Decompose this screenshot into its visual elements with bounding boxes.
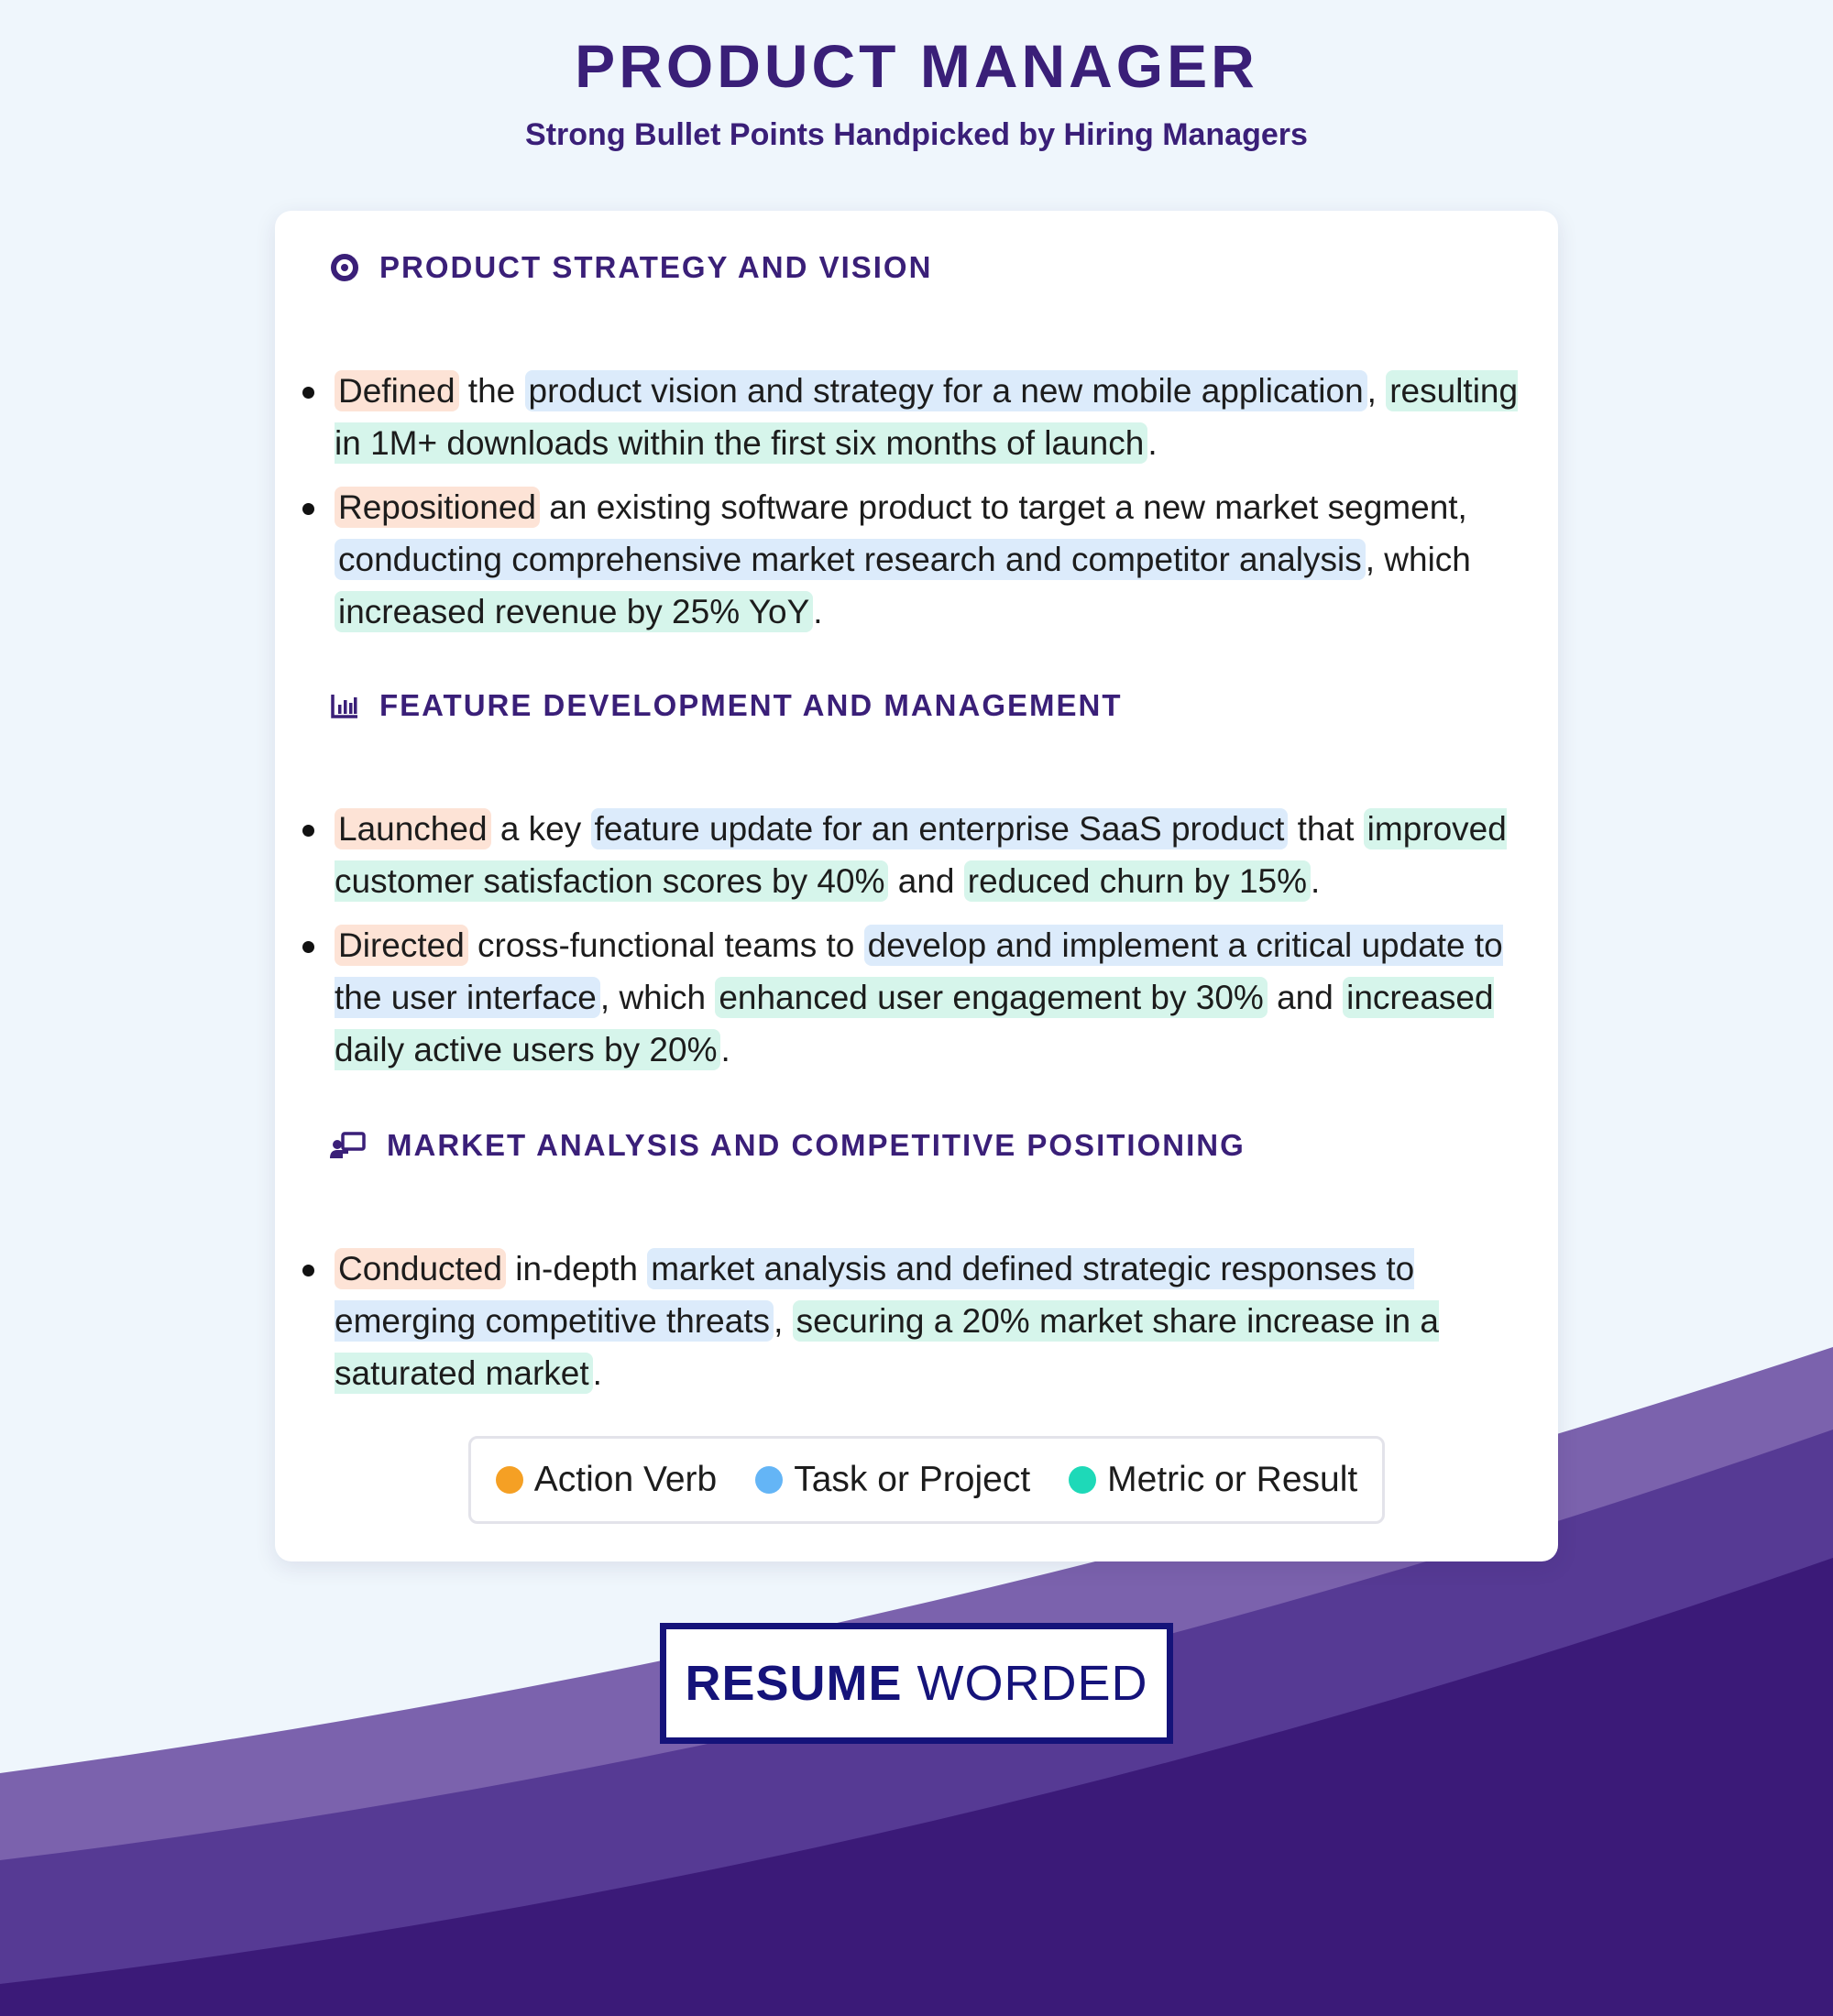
bullet-list <box>275 365 1558 650</box>
bullet-text: . <box>813 593 823 630</box>
highlight-legend <box>468 1436 1385 1524</box>
bullet-text: in-depth <box>505 1250 648 1287</box>
metric-highlight: increased revenue by 25% YoY <box>335 591 813 632</box>
task-highlight: product vision and strategy for a new mobile application <box>525 370 1367 411</box>
task-highlight: market analysis and defined strategic responses to emerging competitive threats <box>335 1250 1415 1340</box>
metric-highlight: securing a 20% market share increase in a saturated market <box>335 1302 1439 1392</box>
bullet-text: an existing software product to target a new market segment, <box>539 488 1467 526</box>
bullet-points-card <box>275 211 1558 1561</box>
bullet-text: the <box>458 372 525 410</box>
section-header <box>330 687 1123 724</box>
bullet-text: and <box>1267 979 1344 1016</box>
bullet-point <box>275 919 1558 1076</box>
bullet-text: cross-functional teams to <box>467 926 864 964</box>
action-verb-highlight: Repositioned <box>335 487 540 528</box>
metric-highlight: reduced churn by 15% <box>964 860 1311 902</box>
legend-dot <box>496 1466 523 1494</box>
logo-bold-text: RESUME <box>685 1656 903 1711</box>
legend-label: Action Verb <box>533 1460 718 1499</box>
legend-dot <box>1069 1466 1096 1494</box>
metric-highlight: enhanced user engagement by 30% <box>715 977 1268 1018</box>
bullet-text: . <box>1147 424 1158 462</box>
action-verb-highlight: Defined <box>335 370 459 411</box>
bullet-text: , <box>1367 372 1387 410</box>
bullet-text: . <box>720 1031 730 1068</box>
presentation-icon <box>330 1131 367 1160</box>
page-title: PRODUCT MANAGER <box>575 32 1258 100</box>
bullet-text: , which <box>599 979 716 1016</box>
metric-highlight: resulting in 1M+ downloads within the first six months of launch <box>335 372 1519 462</box>
legend-label: Metric or Result <box>1107 1460 1358 1499</box>
legend-item-task-or-project <box>755 1460 1030 1500</box>
bullet-point <box>275 803 1558 907</box>
metric-highlight: increased daily active users by 20% <box>335 979 1494 1068</box>
task-highlight: feature update for an enterprise SaaS product <box>591 808 1289 849</box>
bullet-text: . <box>1311 862 1321 900</box>
task-highlight: conducting comprehensive market research and competitor analysis <box>335 539 1366 580</box>
bullet-list <box>275 803 1558 1088</box>
bullet-text: , which <box>1365 541 1471 578</box>
task-highlight: develop and implement a critical update to the user interface <box>335 926 1503 1016</box>
section-title: FEATURE DEVELOPMENT AND MANAGEMENT <box>379 688 1123 722</box>
legend-item-metric-or-result <box>1069 1460 1357 1500</box>
bullet-point <box>275 1243 1558 1399</box>
target-icon <box>330 253 359 282</box>
bullet-text: that <box>1288 810 1364 848</box>
resume-worded-logo <box>660 1623 1173 1744</box>
legend-item-action-verb <box>496 1460 717 1500</box>
page-subtitle: Strong Bullet Points Handpicked by Hiring Managers <box>525 117 1308 152</box>
logo-light-text: WORDED <box>916 1656 1148 1711</box>
page-header <box>0 31 1833 153</box>
legend-label: Task or Project <box>794 1460 1031 1499</box>
bullet-point <box>275 481 1558 638</box>
bullet-text: a key <box>490 810 591 848</box>
section-title: PRODUCT STRATEGY AND VISION <box>379 250 933 284</box>
section-title: MARKET ANALYSIS AND COMPETITIVE POSITIONING <box>387 1128 1246 1162</box>
action-verb-highlight: Directed <box>335 925 468 966</box>
metric-highlight: improved customer satisfaction scores by 40% <box>335 810 1507 900</box>
bar-chart-icon <box>330 691 359 720</box>
bullet-text: . <box>592 1354 602 1392</box>
bullet-point <box>275 365 1558 469</box>
bullet-text: and <box>888 862 964 900</box>
legend-dot <box>755 1466 783 1494</box>
section-header <box>330 249 932 286</box>
action-verb-highlight: Launched <box>335 808 491 849</box>
section-header <box>330 1127 1246 1164</box>
bullet-text: , <box>774 1302 793 1340</box>
bullet-list <box>275 1243 1558 1411</box>
action-verb-highlight: Conducted <box>335 1248 506 1289</box>
